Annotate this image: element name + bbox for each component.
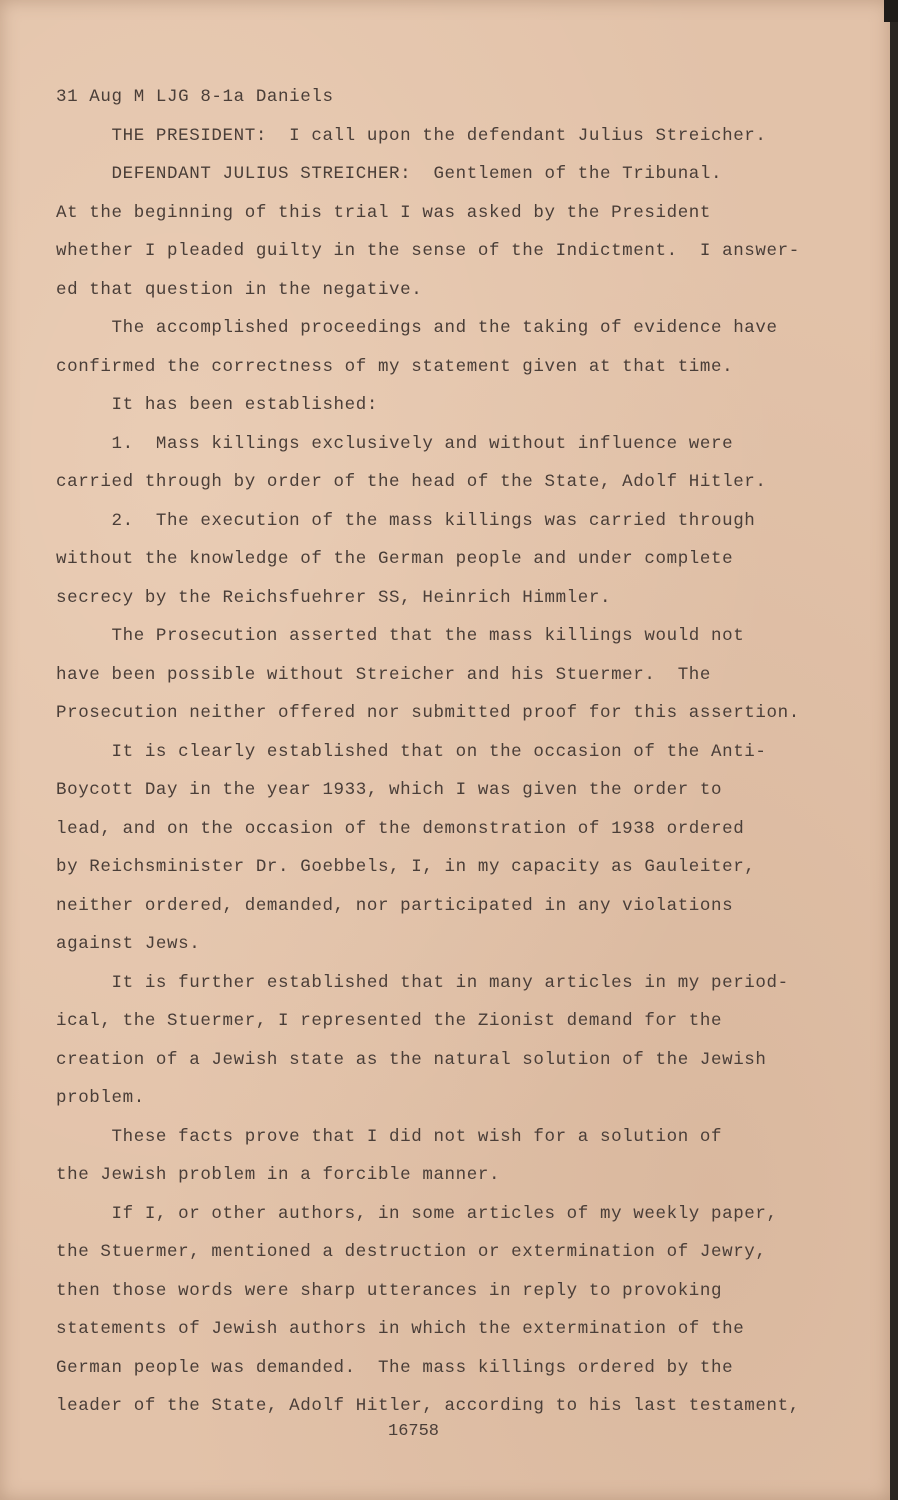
text-line: carried through by order of the head of the State, Adolf Hitler. — [56, 472, 767, 492]
text-line: without the knowledge of the German people and under complete — [56, 549, 734, 569]
text-line: ed that question in the negative. — [56, 279, 423, 300]
text-line: against Jews. — [56, 934, 201, 954]
text-line: by Reichsminister Dr. Goebbels, I, in my capacity as Gauleiter, — [56, 857, 756, 877]
text-line: German people was demanded. The mass killings ordered by the — [56, 1357, 734, 1378]
text-line: statements of Jewish authors in which the extermination of the — [56, 1319, 745, 1339]
text-line: whether I pleaded guilty in the sense of the Indictment. I answer- — [56, 241, 800, 261]
header-line: 31 Aug M LJG 8-1a Daniels — [56, 87, 334, 107]
text-line: lead, and on the occasion of the demonstration of 1938 ordered — [56, 818, 745, 839]
text-line: leader of the State, Adolf Hitler, according to his last testament, — [56, 1396, 800, 1416]
text-line: Boycott Day in the year 1933, which I was given the order to — [56, 780, 723, 800]
text-line: then those words were sharp utterances in reply to provoking — [56, 1280, 723, 1301]
text-line: confirmed the correctness of my statement given at that time. — [56, 356, 734, 377]
text-line: At the beginning of this trial I was asked by the President — [56, 202, 712, 223]
text-line: It is clearly established that on the occasion of the Anti- — [56, 741, 767, 762]
text-line: creation of a Jewish state as the natural solution of the Jewish — [56, 1049, 767, 1070]
text-line: The accomplished proceedings and the taking of evidence have — [56, 318, 778, 338]
text-line: 1. Mass killings exclusively and without influence were — [56, 433, 734, 454]
text-line: It has been established: — [56, 395, 378, 415]
text-line: secrecy by the Reichsfuehrer SS, Heinrich Himmler. — [56, 587, 612, 608]
text-line: These facts prove that I did not wish for a solution of — [56, 1126, 723, 1147]
page-corner — [884, 0, 898, 22]
page-number: 16758 — [388, 1422, 440, 1441]
text-line: If I, or other authors, in some articles of my weekly paper, — [56, 1203, 778, 1224]
text-line: The Prosecution asserted that the mass killings would not — [56, 626, 745, 646]
text-line: the Stuermer, mentioned a destruction or extermination of Jewry, — [56, 1242, 767, 1262]
scan-edge — [890, 0, 898, 1500]
text-line: the Jewish problem in a forcible manner. — [56, 1165, 501, 1185]
text-line: have been possible without Streicher and his Stuermer. The — [56, 664, 712, 685]
text-line: ical, the Stuermer, I represented the Zionist demand for the — [56, 1011, 723, 1031]
text-line: THE PRESIDENT: I call upon the defendant Julius Streicher. — [56, 125, 767, 146]
text-line: It is further established that in many articles in my period- — [56, 972, 789, 993]
text-line: DEFENDANT JULIUS STREICHER: Gentlemen of the Tribunal. — [56, 164, 723, 184]
text-line: Prosecution neither offered nor submitted proof for this assertion. — [56, 703, 800, 723]
typed-text — [56, 78, 846, 1426]
text-line: problem. — [56, 1088, 145, 1108]
text-line: neither ordered, demanded, nor participated in any violations — [56, 895, 734, 916]
text-line: 2. The execution of the mass killings was carried through — [56, 510, 756, 531]
